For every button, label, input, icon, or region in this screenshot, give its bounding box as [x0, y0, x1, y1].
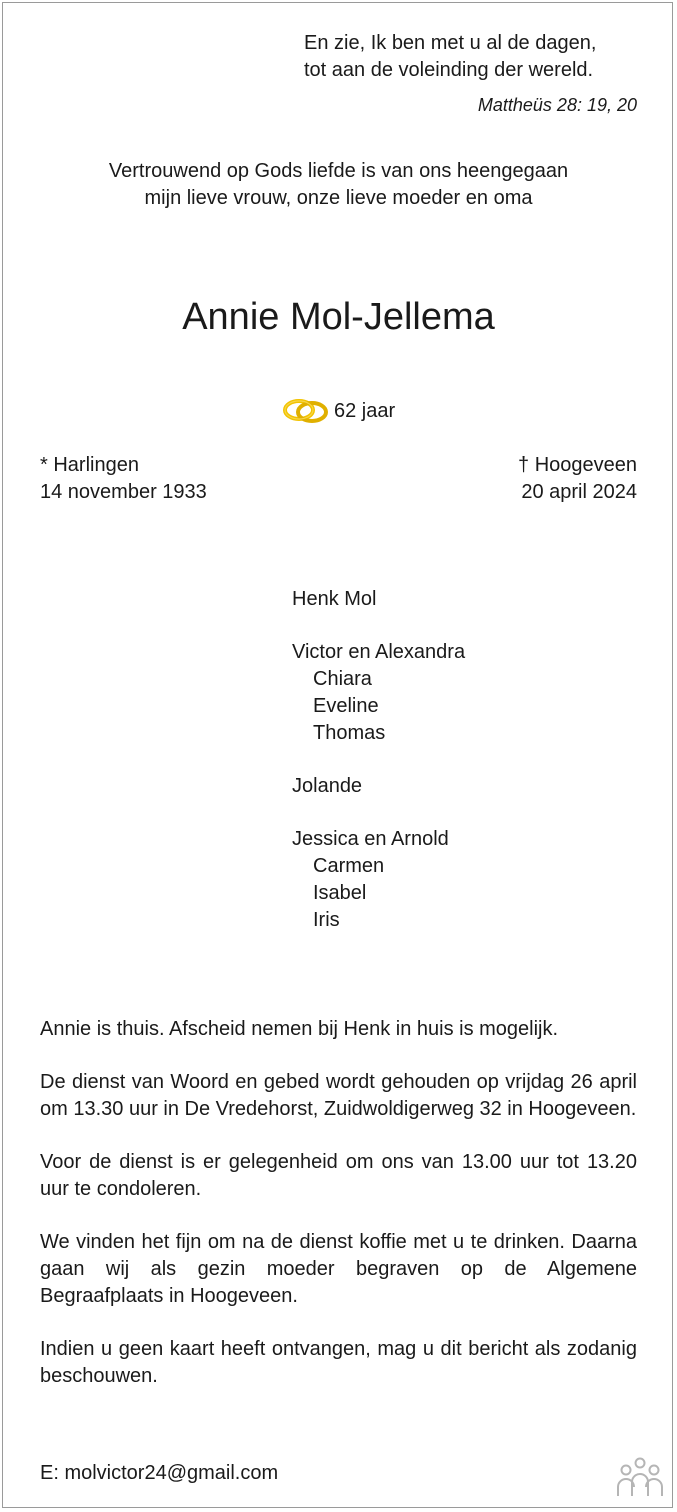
note-paragraph: We vinden het fijn om na de dienst koffie met u te drinken. Daarna gaan wij als gezin moeder begraven op de Algemene Begraafplaats in Hoogeveen. — [40, 1231, 637, 1307]
family-list — [292, 586, 592, 934]
verse-line: tot aan de voleinding der wereld. — [304, 59, 594, 81]
intro-text — [40, 158, 637, 212]
marriage-duration — [282, 396, 395, 426]
married-years: 62 jaar — [334, 399, 396, 422]
note-paragraph: Voor de dienst is er gelegenheid om ons van 13.00 uur tot 13.20 uur te condoleren. — [40, 1151, 637, 1200]
bible-verse — [260, 30, 635, 84]
birth-info — [40, 452, 207, 506]
birth-date: 14 november 1933 — [40, 481, 207, 503]
funeral-notes — [40, 1016, 637, 1416]
wedding-rings-icon — [282, 396, 330, 426]
death-place: † Hoogeveen — [518, 454, 637, 476]
verse-reference: Mattheüs 28: 19, 20 — [477, 95, 637, 115]
grandchild-name: Thomas — [313, 722, 386, 744]
grandchild-name: Chiara — [313, 668, 372, 690]
deceased-name: Annie Mol-Jellema — [182, 296, 495, 338]
spouse-name: Henk Mol — [292, 588, 377, 610]
note-paragraph: De dienst van Woord en gebed wordt gehouden op vrijdag 26 april om 13.30 uur in De Vredehorst, Zuidwoldigerweg 32 in Hoogeveen. — [40, 1071, 637, 1120]
note-paragraph: Annie is thuis. Afscheid nemen bij Henk in huis is mogelijk. — [40, 1018, 559, 1040]
note-paragraph: Indien u geen kaart heeft ontvangen, mag u dit bericht als zodanig beschouwen. — [40, 1338, 637, 1387]
grandchild-name: Isabel — [313, 882, 367, 904]
family-parents: Jessica en Arnold — [292, 828, 449, 850]
death-info — [518, 452, 637, 506]
intro-line: mijn lieve vrouw, onze lieve moeder en oma — [144, 187, 533, 209]
birth-place: * Harlingen — [40, 454, 139, 476]
verse-line: En zie, Ik ben met u al de dagen, — [304, 32, 597, 54]
people-group-icon — [615, 1456, 665, 1498]
grandchild-name: Eveline — [313, 695, 379, 717]
death-date: 20 april 2024 — [521, 481, 637, 503]
contact-email: E: molvictor24@gmail.com — [40, 1462, 279, 1484]
family-parents: Victor en Alexandra — [292, 641, 466, 663]
grandchild-name: Carmen — [313, 855, 385, 877]
intro-line: Vertrouwend op Gods liefde is van ons heengegaan — [108, 160, 569, 182]
grandchild-name: Iris — [313, 909, 340, 931]
family-parents: Jolande — [292, 775, 363, 797]
